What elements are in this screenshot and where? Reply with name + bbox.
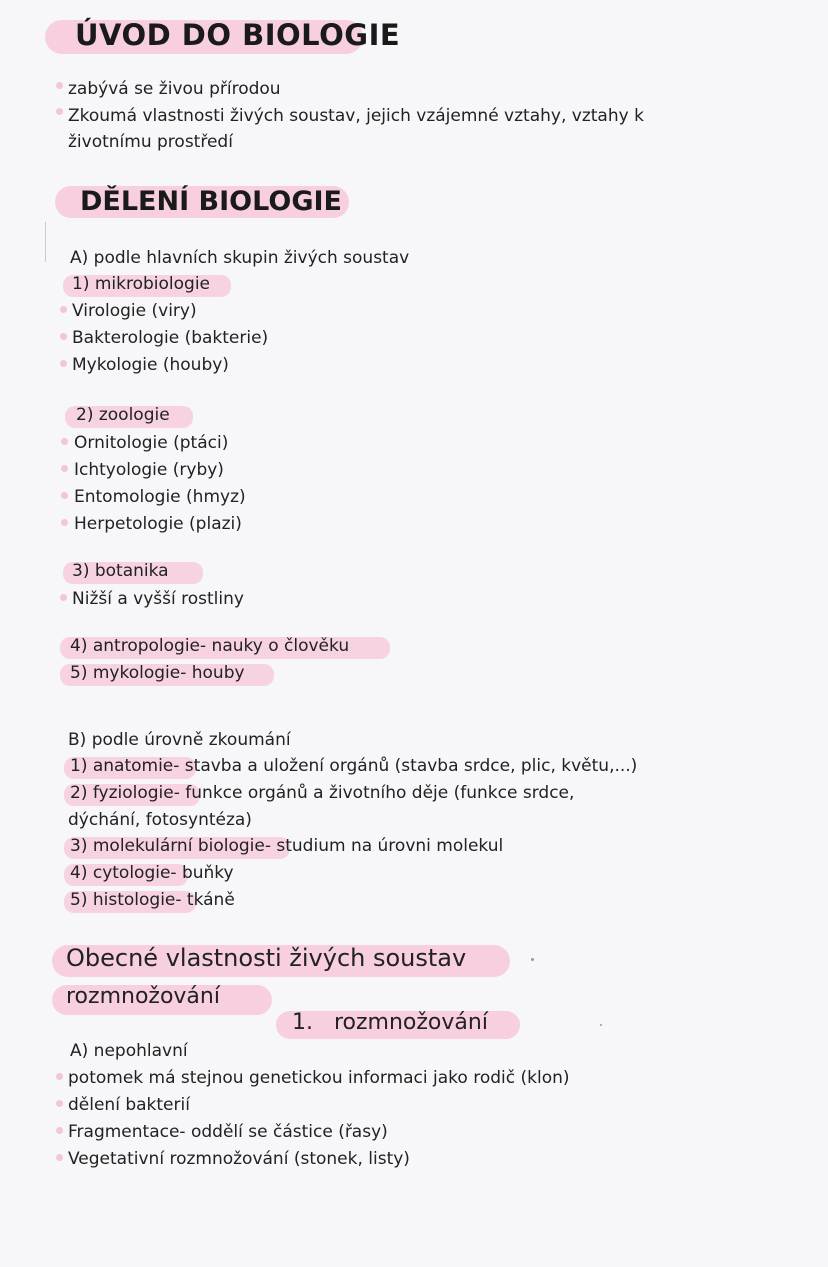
section-heading: DĚLENÍ BIOLOGIE xyxy=(80,186,342,217)
subheading: rozmnožování xyxy=(66,984,220,1009)
speck xyxy=(600,1024,602,1026)
bullet-dot xyxy=(60,333,67,340)
bullet-dot xyxy=(56,108,63,115)
level-item xyxy=(70,756,637,776)
bullet-dot xyxy=(60,306,67,313)
section-b-title: B) podle úrovně zkoumání xyxy=(68,730,291,750)
level-text: buňky xyxy=(176,863,234,883)
speck xyxy=(531,958,534,961)
page-edge-mark xyxy=(45,222,46,262)
bullet-dot xyxy=(61,438,68,445)
asexual-title: A) nepohlavní xyxy=(70,1041,188,1061)
group-label: 4) antropologie- nauky o člověku xyxy=(70,636,350,656)
level-label: 5) histologie- xyxy=(70,890,182,910)
level-item xyxy=(70,863,234,883)
list-item: Virologie (viry) xyxy=(72,301,197,321)
bullet-dot xyxy=(61,465,68,472)
bullet-dot xyxy=(56,1127,63,1134)
list-item: Fragmentace- oddělí se částice (řasy) xyxy=(68,1122,388,1142)
bullet-dot xyxy=(56,1100,63,1107)
list-item: Vegetativní rozmnožování (stonek, listy) xyxy=(68,1149,410,1169)
level-text: stavba a uložení orgánů (stavba srdce, plic, květu,...) xyxy=(179,756,638,776)
level-item xyxy=(70,836,503,856)
intro-line: Zkoumá vlastnosti živých soustav, jejich vzájemné vztahy, vztahy k xyxy=(68,106,644,126)
group-label: 3) botanika xyxy=(72,561,169,581)
intro-line: životnímu prostředí xyxy=(68,132,233,152)
level-label: 1) anatomie- xyxy=(70,756,180,776)
section-heading-3: Obecné vlastnosti živých soustav xyxy=(66,944,467,972)
bullet-dot xyxy=(60,594,67,601)
bullet-dot xyxy=(56,1154,63,1161)
level-text: funkce orgánů a životního děje (funkce srdce, xyxy=(179,783,575,803)
intro-line: zabývá se živou přírodou xyxy=(68,79,281,99)
level-text: studium na úrovni molekul xyxy=(270,836,504,856)
group-label: 2) zoologie xyxy=(76,405,170,425)
list-item: Bakterologie (bakterie) xyxy=(72,328,269,348)
list-item: Entomologie (hmyz) xyxy=(74,487,246,507)
bullet-dot xyxy=(56,1073,63,1080)
section-a-title: A) podle hlavních skupin živých soustav xyxy=(70,248,410,268)
list-item: potomek má stejnou genetickou informaci jako rodič (klon) xyxy=(68,1068,570,1088)
level-item xyxy=(70,890,235,910)
group-label: 5) mykologie- houby xyxy=(70,663,245,683)
list-item: Mykologie (houby) xyxy=(72,355,229,375)
level-label: 4) cytologie- xyxy=(70,863,177,883)
list-item: Ornitologie (ptáci) xyxy=(74,433,229,453)
list-item: Nižší a vyšší rostliny xyxy=(72,589,244,609)
bullet-dot xyxy=(56,82,63,89)
list-item: Herpetologie (plazi) xyxy=(74,514,242,534)
list-item: Ichtyologie (ryby) xyxy=(74,460,224,480)
level-item-continuation: dýchání, fotosyntéza) xyxy=(68,810,252,830)
numbered-heading: 1. rozmnožování xyxy=(292,1010,488,1035)
bullet-dot xyxy=(61,492,68,499)
list-item: dělení bakterií xyxy=(68,1095,190,1115)
main-heading: ÚVOD DO BIOLOGIE xyxy=(75,18,401,52)
level-item xyxy=(70,783,574,803)
level-label: 3) molekulární biologie- xyxy=(70,836,271,856)
level-text: tkáně xyxy=(181,890,235,910)
bullet-dot xyxy=(60,360,67,367)
level-label: 2) fyziologie- xyxy=(70,783,180,803)
group-label: 1) mikrobiologie xyxy=(72,274,211,294)
bullet-dot xyxy=(61,519,68,526)
